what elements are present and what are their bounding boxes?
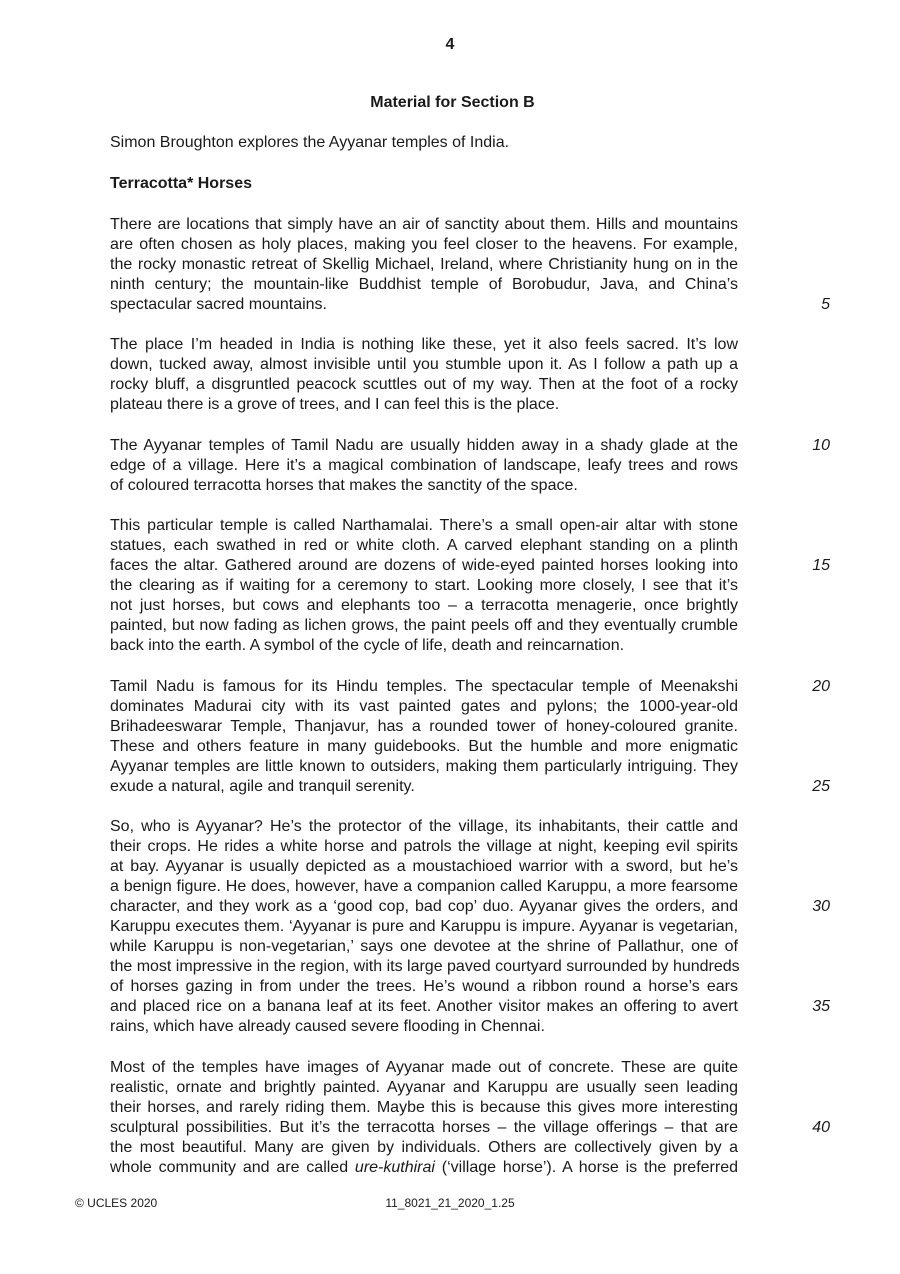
text-line: realistic, ornate and brightly painted. Ayyanar and Karuppu are usually seen leading — [110, 1079, 738, 1096]
text-line: So, who is Ayyanar? He’s the protector of the village, its inhabitants, their cattle and — [110, 818, 738, 835]
line-number: 10 — [812, 437, 830, 454]
text-line: while Karuppu is non-vegetarian,’ says one devotee at the shrine of Pallathur, one of — [110, 938, 738, 955]
text-line: sculptural possibilities. But it’s the terracotta horses – the village offerings – that are — [110, 1119, 738, 1136]
text-line: The place I’m headed in India is nothing like these, yet it also feels sacred. It’s low — [110, 336, 738, 353]
page-number: 4 — [445, 36, 455, 53]
italic-term: ure-kuthirai — [354, 1159, 435, 1176]
text-line: statues, each swathed in red or white cloth. A carved elephant standing on a plinth — [110, 537, 738, 554]
text-line: down, tucked away, almost invisible until you stumble upon it. As I follow a path up a — [110, 356, 738, 373]
text-line: There are locations that simply have an air of sanctity about them. Hills and mountains — [110, 216, 738, 233]
section-title: Material for Section B — [370, 94, 535, 111]
footer-copyright: © UCLES 2020 — [75, 1196, 158, 1210]
paragraph-3 — [110, 436, 738, 496]
text-line: the most beautiful. Many are given by individuals. Others are collectively given by a — [110, 1139, 738, 1156]
line-number: 30 — [812, 898, 830, 915]
text-line: ninth century; the mountain-like Buddhist temple of Borobudur, Java, and China’s — [110, 276, 738, 293]
text-line: whole community and are called ure-kuthirai (‘village horse’). A horse is the preferred — [110, 1159, 738, 1176]
text-line: and placed rice on a banana leaf at its feet. Another visitor makes an offering to avert — [110, 998, 738, 1015]
text-line: faces the altar. Gathered around are dozens of wide-eyed painted horses looking into — [110, 557, 738, 574]
text-line: plateau there is a grove of trees, and I can feel this is the place. — [110, 396, 560, 413]
text-line: The Ayyanar temples of Tamil Nadu are usually hidden away in a shady glade at the — [110, 437, 738, 454]
text-line: their horses, and rarely riding them. Maybe this is because this gives more interesting — [110, 1099, 738, 1116]
text-line: back into the earth. A symbol of the cycle of life, death and reincarnation. — [110, 637, 625, 654]
line-number: 5 — [821, 296, 830, 313]
paragraph-2 — [110, 335, 738, 415]
line-number: 40 — [812, 1119, 830, 1136]
text-line: their crops. He rides a white horse and patrols the village at night, keeping evil spirits — [110, 838, 738, 855]
text-line: rains, which have already caused severe flooding in Chennai. — [110, 1018, 545, 1035]
text-line: the rocky monastic retreat of Skellig Michael, Ireland, where Christianity hung on in the — [110, 256, 738, 273]
text-line: are often chosen as holy places, making you feel closer to the heavens. For example, — [110, 236, 738, 253]
text-line: edge of a village. Here it’s a magical combination of landscape, leafy trees and rows — [110, 457, 738, 474]
paragraph-7 — [110, 1058, 738, 1178]
article-heading: Terracotta* Horses — [110, 175, 252, 192]
line-number: 35 — [812, 998, 830, 1015]
text-line: character, and they work as a ‘good cop, bad cop’ duo. Ayyanar gives the orders, and — [110, 898, 738, 915]
footer-code: 11_8021_21_2020_1.25 — [385, 1196, 515, 1210]
paragraph-6 — [110, 817, 738, 1037]
text-line: painted, but now fading as lichen grows, the paint peels off and they eventually crumble — [110, 617, 738, 634]
text-line: Karuppu executes them. ‘Ayyanar is pure and Karuppu is impure. Ayyanar is vegetarian, — [110, 918, 738, 935]
text-line: Brihadeeswarar Temple, Thanjavur, has a rounded tower of honey-coloured granite. — [110, 718, 738, 735]
text-line: not just horses, but cows and elephants too – a terracotta menagerie, once brightly — [110, 597, 738, 614]
text-line: of horses gazing in from under the trees. He’s wound a ribbon round a horse’s ears — [110, 978, 738, 995]
text-line: the clearing as if waiting for a ceremony to start. Looking more closely, I see that it’s — [110, 577, 738, 594]
line-number: 25 — [812, 778, 830, 795]
line-number: 15 — [812, 557, 830, 574]
text-line: Tamil Nadu is famous for its Hindu temples. The spectacular temple of Meenakshi — [110, 678, 738, 695]
text-line: spectacular sacred mountains. — [110, 296, 327, 313]
text-line: This particular temple is called Narthamalai. There’s a small open-air altar with stone — [110, 517, 738, 534]
paragraph-1 — [110, 215, 738, 315]
text-line: at bay. Ayyanar is usually depicted as a moustachioed warrior with a sword, but he’s — [110, 858, 738, 875]
text-line: exude a natural, agile and tranquil serenity. — [110, 778, 415, 795]
text-line: a benign figure. He does, however, have a companion called Karuppu, a more fearsome — [110, 878, 738, 895]
intro-text: Simon Broughton explores the Ayyanar temples of India. — [110, 134, 510, 151]
text-line: dominates Madurai city with its vast painted gates and pylons; the 1000-year-old — [110, 698, 738, 715]
text-line: These and others feature in many guidebooks. But the humble and more enigmatic — [110, 738, 738, 755]
line-number: 20 — [812, 678, 830, 695]
text-line: rocky bluff, a disgruntled peacock scuttles out of my way. Then at the foot of a rocky — [110, 376, 738, 393]
paragraph-5 — [110, 677, 738, 797]
text-line: of coloured terracotta horses that makes the sanctity of the space. — [110, 477, 578, 494]
text-line: the most impressive in the region, with its large paved courtyard surrounded by hundreds — [110, 958, 740, 975]
text-line: Ayyanar temples are little known to outsiders, making them particularly intriguing. They — [110, 758, 738, 775]
text-line: Most of the temples have images of Ayyanar made out of concrete. These are quite — [110, 1059, 738, 1076]
paragraph-4 — [110, 516, 738, 656]
